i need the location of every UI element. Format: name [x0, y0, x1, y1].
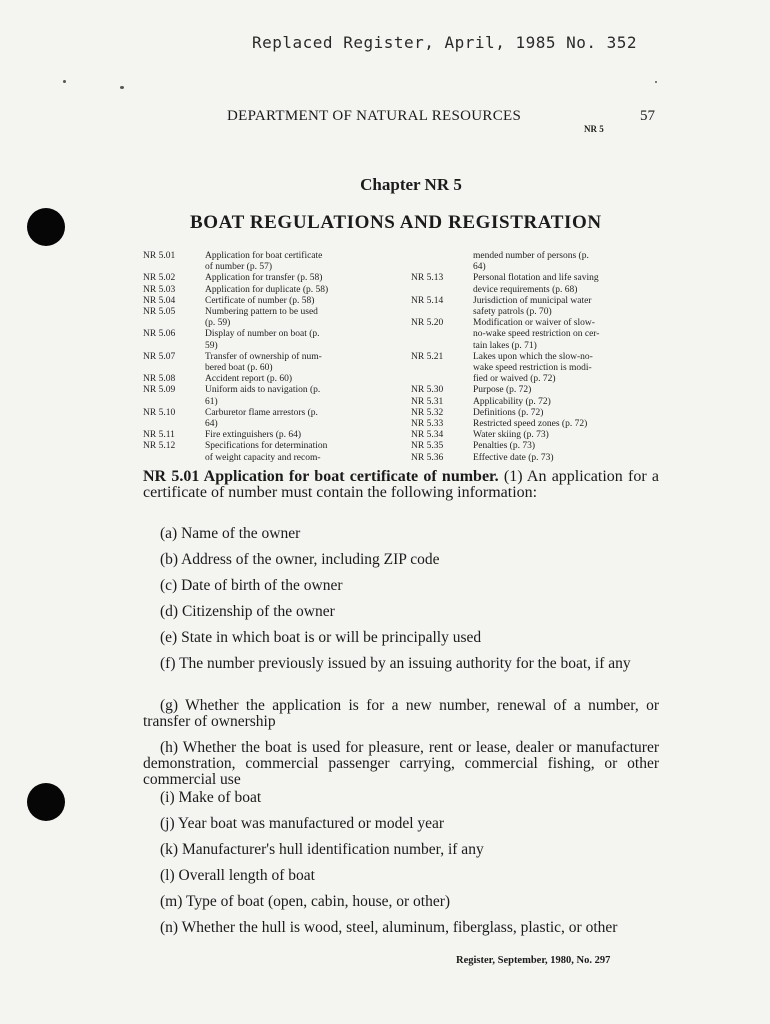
toc-entry: [411, 385, 659, 396]
section-intro: (1) An application for a certificate of number must contain the following information:: [143, 468, 660, 501]
requirement-item-text: (h) Whether the boat is used for pleasure, rent or lease, dealer or manufacturer demonstration, commercial passenger carrying, commercial fishing, or other commercial use: [143, 739, 659, 788]
toc-entry: [411, 419, 659, 430]
toc-entry-title: [205, 352, 393, 374]
replaced-register-stamp: Replaced Register, April, 1985 No. 352: [252, 33, 638, 52]
toc-entry-title: [473, 385, 659, 396]
toc-entry-line: Applicability (p. 72): [473, 396, 551, 407]
toc-entry-title: [473, 352, 659, 386]
toc-entry-title: [473, 296, 659, 318]
toc-entry: [411, 408, 659, 419]
toc-entry: [143, 441, 393, 463]
toc-entry: [143, 374, 393, 385]
toc-right-column: [411, 251, 659, 464]
toc-entry-line: Purpose (p. 72): [473, 385, 532, 396]
toc-entry-line: Penalties (p. 73): [473, 441, 536, 452]
toc-entry: [143, 329, 393, 351]
page-number: 57: [640, 108, 655, 124]
requirement-item: [143, 790, 659, 806]
toc-entry-line: Application for duplicate (p. 58): [205, 284, 329, 295]
toc-entry-line: of weight capacity and recom-: [205, 452, 321, 463]
requirement-item-text: (n) Whether the hull is wood, steel, aluminum, fiberglass, plastic, or other: [160, 919, 618, 936]
toc-entry-line: Transfer of ownership of num-: [205, 351, 322, 362]
requirement-item-text: (b) Address of the owner, including ZIP code: [160, 551, 440, 568]
requirement-item-text: (d) Citizenship of the owner: [160, 603, 335, 620]
requirement-item: [143, 740, 659, 788]
toc-entry-line: wake speed restriction is modi-: [473, 363, 592, 374]
requirement-item-text: (j) Year boat was manufactured or model year: [160, 815, 445, 832]
toc-entry-title: [205, 329, 393, 351]
toc-entry: [411, 397, 659, 408]
toc-entry-line: Accident report (p. 60): [205, 374, 293, 385]
toc-entry-number: NR 5.09: [143, 385, 176, 396]
toc-entry-line: Certificate of number (p. 58): [205, 295, 315, 306]
requirement-item-text: (i) Make of boat: [160, 789, 262, 806]
toc-entry: [411, 352, 659, 386]
toc-entry-line: Water skiing (p. 73): [473, 430, 549, 441]
toc-left-column: [143, 251, 393, 464]
requirement-item: [143, 920, 659, 936]
toc-entry-line: Effective date (p. 73): [473, 452, 554, 463]
toc-entry-line: no-wake speed restriction on cer-: [473, 329, 600, 340]
requirement-item: [143, 868, 659, 884]
toc-entry: [143, 352, 393, 374]
toc-entry-line: (p. 59): [205, 318, 231, 329]
toc-entry-title: [205, 441, 393, 463]
requirement-item: [143, 816, 659, 832]
requirement-item: [143, 842, 659, 858]
toc-entry-title: [205, 374, 393, 385]
toc-entry-line: bered boat (p. 60): [205, 363, 273, 374]
toc-entry-line: Lakes upon which the slow-no-: [473, 351, 593, 362]
requirement-item-text: (m) Type of boat (open, cabin, house, or other): [160, 893, 451, 910]
toc-entry-line: Restricted speed zones (p. 72): [473, 419, 588, 430]
toc-entry-line: Modification or waiver of slow-: [473, 318, 595, 329]
toc-entry-number: NR 5.11: [143, 430, 175, 441]
toc-entry: [143, 430, 393, 441]
toc-entry-number: NR 5.02: [143, 273, 176, 284]
toc-entry-line: 64): [205, 419, 218, 430]
toc-entry-title: [205, 251, 393, 273]
toc-entry-title: [205, 285, 393, 296]
toc-entry: [143, 307, 393, 329]
toc-entry-number: NR 5.21: [411, 351, 444, 362]
requirement-item-text: (l) Overall length of boat: [160, 867, 315, 884]
toc-entry-title: [205, 385, 393, 407]
toc-entry-number: NR 5.01: [143, 251, 176, 261]
toc-entry-number: NR 5.31: [411, 396, 444, 407]
toc-entry: [143, 285, 393, 296]
section-nr-5-01: [143, 469, 659, 501]
toc-entry-number: NR 5.06: [143, 329, 176, 340]
requirement-item-text: (f) The number previously issued by an issuing authority for the boat, if any: [160, 655, 631, 672]
toc-entry-line: of number (p. 57): [205, 262, 273, 273]
requirement-item: [143, 604, 659, 620]
toc-entry: [411, 453, 659, 464]
toc-entry: [411, 318, 659, 352]
toc-entry-line: safety patrols (p. 70): [473, 307, 552, 318]
toc-entry-number: NR 5.35: [411, 441, 444, 452]
toc-entry-line: Display of number on boat (p.: [205, 329, 320, 340]
toc-entry-title: [205, 296, 393, 307]
toc-entry-title: [205, 307, 393, 329]
header-sub-label: NR 5: [584, 124, 604, 134]
speck: [120, 86, 124, 89]
requirement-item: [143, 656, 659, 672]
requirement-item-text: (a) Name of the owner: [160, 525, 301, 542]
toc-continuation-line: 64): [473, 262, 486, 273]
toc-entry-line: Uniform aids to navigation (p.: [205, 385, 321, 396]
toc-entry-title: [473, 441, 659, 452]
toc-entry-line: Jurisdiction of municipal water: [473, 295, 592, 306]
toc-entry: [411, 296, 659, 318]
requirement-item-text: (g) Whether the application is for a new number, renewal of a number, or transfer of ownership: [143, 697, 659, 730]
toc-entry-number: NR 5.12: [143, 441, 176, 452]
toc-entry-number: NR 5.10: [143, 407, 176, 418]
toc-entry-number: NR 5.05: [143, 307, 176, 318]
chapter-title: BOAT REGULATIONS AND REGISTRATION: [190, 212, 602, 233]
toc-entry: [411, 430, 659, 441]
toc-entry-line: device requirements (p. 68): [473, 284, 578, 295]
chapter-label: Chapter NR 5: [360, 175, 462, 194]
toc-entry-line: 61): [205, 396, 218, 407]
toc-entry-line: Carburetor flame arrestors (p.: [205, 407, 318, 418]
toc-entry-title: [473, 453, 659, 464]
toc-entry-line: tain lakes (p. 71): [473, 340, 537, 351]
toc-entry-title: [473, 318, 659, 352]
toc-entry-title: [473, 419, 659, 430]
requirement-item: [143, 526, 659, 542]
register-footer: Register, September, 1980, No. 297: [456, 955, 611, 966]
toc-entry-number: NR 5.13: [411, 273, 444, 284]
toc-entry-title: [473, 397, 659, 408]
toc-entry-title: [473, 430, 659, 441]
toc-entry-title: [473, 408, 659, 419]
toc-entry-number: NR 5.07: [143, 351, 176, 362]
section-heading: NR 5.01 Application for boat certificate of number.: [143, 468, 499, 485]
toc-entry-number: NR 5.04: [143, 295, 176, 306]
department-header: DEPARTMENT OF NATURAL RESOURCES: [227, 108, 522, 124]
toc-entry-number: NR 5.03: [143, 284, 176, 295]
toc-entry-line: Specifications for determination: [205, 441, 328, 452]
toc-entry-title: [205, 408, 393, 430]
requirement-item: [143, 698, 659, 730]
toc-entry-number: NR 5.14: [411, 295, 444, 306]
requirement-item-text: (e) State in which boat is or will be principally used: [160, 629, 482, 646]
toc-entry: [143, 251, 393, 273]
toc-entry-number: NR 5.32: [411, 407, 444, 418]
requirement-item-text: (c) Date of birth of the owner: [160, 577, 343, 594]
speck: [63, 80, 66, 83]
punch-hole-bottom: [27, 783, 65, 821]
toc-entry-number: NR 5.36: [411, 452, 444, 463]
toc-entry: [143, 273, 393, 284]
requirement-item-text: (k) Manufacturer's hull identification number, if any: [160, 841, 484, 858]
toc-entry-number: NR 5.08: [143, 374, 176, 385]
toc-entry-title: [205, 273, 393, 284]
toc-entry: [411, 441, 659, 452]
toc-entry: [143, 296, 393, 307]
speck: [655, 81, 657, 83]
requirement-item: [143, 630, 659, 646]
toc-entry: [143, 408, 393, 430]
toc-entry-line: Application for boat certificate: [205, 251, 323, 261]
toc-entry-line: Application for transfer (p. 58): [205, 273, 323, 284]
toc-entry-number: NR 5.30: [411, 385, 444, 396]
toc-entry-number: NR 5.20: [411, 318, 444, 329]
toc-entry-line: fied or waived (p. 72): [473, 374, 556, 385]
toc-continuation-line: mended number of persons (p.: [473, 251, 589, 261]
toc-entry-number: NR 5.33: [411, 419, 444, 430]
requirement-item: [143, 578, 659, 594]
toc-entry-line: Personal flotation and life saving: [473, 273, 599, 284]
toc-entry: [143, 385, 393, 407]
toc-entry: [411, 273, 659, 295]
toc-entry-line: Definitions (p. 72): [473, 407, 544, 418]
toc-entry-title: [473, 273, 659, 295]
punch-hole-top: [27, 208, 65, 246]
requirement-item: [143, 894, 659, 910]
toc-entry-line: Numbering pattern to be used: [205, 307, 318, 318]
toc-entry-title: [205, 430, 393, 441]
toc-entry-line: Fire extinguishers (p. 64): [205, 430, 302, 441]
toc-entry-number: NR 5.34: [411, 430, 444, 441]
requirement-item: [143, 552, 659, 568]
toc-entry-line: 59): [205, 340, 218, 351]
